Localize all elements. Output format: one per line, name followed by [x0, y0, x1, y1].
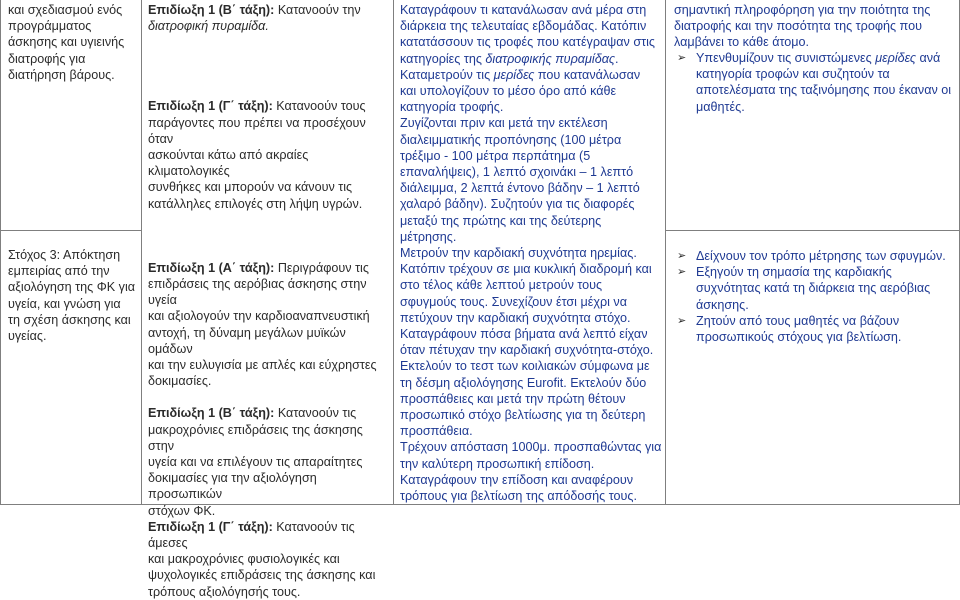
goal3-line: υγείας.: [8, 329, 47, 344]
activity-line: κατηγορία τροφής.: [400, 100, 504, 115]
activity-line: κατατάσσουν τις τροφές που κατέγραψαν στις: [400, 35, 655, 50]
objective-line: τρόπους αξιολόγησής τους.: [148, 584, 301, 599]
col1-top-cell: [8, 2, 140, 83]
bullet-item: [674, 313, 958, 345]
objective-head: Επιδίωξη 1 (Β΄ τάξη):: [148, 3, 275, 17]
goal3-line: Στόχος 3: Απόκτηση: [8, 248, 121, 262]
goal3-line: εμπειρίας από την: [8, 264, 110, 279]
objective-text: Κατανοούν τους: [276, 99, 366, 114]
activity-line: επαναλήψεις), 1 λεπτό σχοινάκι – 1 λεπτό: [400, 165, 634, 180]
objective-g1b: [148, 519, 392, 551]
activity-line: χαλαρό βάδην). Συζητούν για τις διαφορές: [400, 197, 635, 212]
column-divider-3: [665, 0, 666, 505]
bullet-text: ανά: [915, 51, 941, 65]
bullet-italic: μερίδες: [875, 51, 916, 65]
activity-text: .: [615, 51, 619, 66]
objective-line: κατάλληλες επιλογές στη λήψη υγρών.: [148, 196, 363, 211]
col4-top-cell: [674, 2, 958, 51]
objective-g1: [148, 98, 392, 114]
activity-line: μεταξύ της πρώτης και της δεύτερης: [400, 213, 602, 228]
arrow-bullet-icon: ➢: [677, 52, 687, 64]
activity-text: Καταμετρούν τις: [400, 67, 494, 82]
bullet-line: συχνότητας κατά τη διάρκεια της αερόβιας: [696, 281, 931, 296]
activity-line: διαλειμματικής προπόνησης (100 μέτρα: [400, 132, 622, 147]
bullet-line: κατηγορία τροφών και συζητούν τα: [696, 67, 890, 82]
activity-line: [400, 51, 663, 67]
activity-line: προσπάθειες και μετά την πρώτη θέτουν: [400, 391, 626, 406]
activity-line: Τρέχουν απόσταση 1000μ. προσπαθώντας για: [400, 440, 662, 455]
activity-line: Εκτελούν το τεστ των κοιλιακών σύμφωνα με: [400, 359, 650, 374]
table-border-left: [0, 0, 1, 505]
col1-goal3-cell: [8, 247, 140, 344]
goal3-line: αξιολόγηση της ΦΚ για: [8, 280, 136, 295]
objective-head: Επιδίωξη 1 (Γ΄ τάξη):: [148, 519, 273, 534]
objective-line: δοκιμασίες για την αξιολόγηση προσωπικών: [148, 471, 317, 502]
activity-line: Κατόπιν τρέχουν σε μια κυκλική διαδρομή και: [400, 262, 652, 277]
activity-line: Καταγράφουν πόσα βήματα ανά λεπτό είχαν: [400, 327, 648, 342]
activity-line: [400, 67, 663, 83]
objective-line: αντοχή, τη δύναμη μεγάλων μυϊκών ομάδων: [148, 325, 346, 356]
teacher-line: διατροφής και την ποσότητα της τροφής που: [674, 19, 922, 34]
activity-line: Καταγράφουν τι κατανάλωσαν ανά μέρα στη: [400, 3, 647, 17]
activity-text: που κατανάλωσαν: [534, 67, 641, 82]
objective-head: Επιδίωξη 1 (Α΄ τάξη):: [148, 260, 275, 275]
objective-text: Κατανοούν την: [277, 3, 361, 17]
objective-line: υγεία και να επιλέγουν τις απαραίτητες: [148, 455, 363, 470]
column-divider-1: [141, 0, 142, 505]
objective-line: και την ευλυγισία με απλές και εύχρηστες: [148, 358, 377, 373]
activity-italic: μερίδες: [493, 67, 535, 82]
objective-head: Επιδίωξη 1 (Γ΄ τάξη):: [148, 99, 273, 114]
row-divider-col1: [0, 230, 142, 231]
bullet-text: Υπενθυμίζουν τις συνιστώμενες: [696, 51, 876, 65]
activity-line: σφυγμούς τους. Συνεχίζουν έτσι μέχρι να: [400, 294, 627, 309]
objective-line: διατροφική πυραμίδα.: [148, 19, 269, 34]
activity-line: όταν πέτυχαν την καρδιακή συχνότητα-στόχο.: [400, 343, 654, 358]
bullet-line: αποτελέσματα της ταξινόμησης που έκαναν οι: [696, 83, 952, 98]
activity-line: τη δέσμη αξιολόγησης Eurofit. Εκτελούν δύο: [400, 375, 647, 390]
col4-bottom-cell: [674, 248, 958, 345]
goal3-line: τη σχέση άσκησης και: [8, 312, 131, 327]
teacher-line: λαμβάνει το κάθε άτομο.: [674, 35, 810, 50]
objective-a1: [148, 260, 392, 276]
bullet-line: προσωπικούς στόχους για βελτίωση.: [696, 330, 902, 345]
objective-text: Κατανοούν τις: [277, 406, 357, 421]
col1-line: άσκησης και υγιεινής: [8, 35, 125, 50]
objective-line: ψυχολογικές επιδράσεις της άσκησης και: [148, 568, 376, 583]
activity-line: Καταγράφουν την επίδοση και αναφέρουν: [400, 472, 634, 487]
objective-line: δοκιμασίες.: [148, 374, 212, 389]
col2-cell: [148, 2, 392, 600]
objective-b1: [148, 2, 392, 18]
objective-line: μακροχρόνιες επιδράσεις της άσκησης στην: [148, 422, 363, 453]
objective-line: παράγοντες που πρέπει να προσέχουν όταν: [148, 115, 366, 146]
col4-bullet1: [674, 50, 958, 115]
bullet-item: [674, 264, 958, 313]
activity-line: προσωπικό στόχο βελτίωσης για τη δεύτερη: [400, 408, 646, 423]
bullet-line: μαθητές.: [696, 99, 745, 114]
activity-line: Μετρούν την καρδιακή συχνότητα ηρεμίας.: [400, 246, 637, 261]
objective-head: Επιδίωξη 1 (Β΄ τάξη):: [148, 406, 275, 421]
bullet-item: [674, 248, 958, 264]
activity-line: τρόπους για βελτίωση της απόδοσής τους.: [400, 489, 637, 504]
objective-line: στόχων ΦΚ.: [148, 503, 216, 518]
activity-text: κατηγορίες της: [400, 51, 486, 66]
activity-line: και υπολογίζουν το μέσο όρο από κάθε: [400, 84, 617, 99]
teacher-line: σημαντική πληροφόρηση για την ποιότητα της: [674, 3, 931, 17]
activity-line: πετύχουν την καρδιακή συχνότητα στόχο.: [400, 310, 631, 325]
objective-b1b: [148, 405, 392, 421]
objective-line: συνθήκες και μπορούν να κάνουν τις: [148, 180, 353, 195]
objective-line: ασκούνται κάτω από ακραίες κλιματολογικές: [148, 148, 309, 179]
arrow-bullet-icon: ➢: [677, 250, 687, 262]
col1-line: διατροφής για: [8, 51, 86, 66]
activity-line: την καλύτερη προσωπική επίδοση.: [400, 456, 595, 471]
objective-text: Κατανοούν τις άμεσες: [148, 519, 355, 551]
bullet-line: [696, 50, 958, 66]
row-divider-col4: [665, 230, 960, 231]
col1-line: προγράμματος: [8, 19, 92, 34]
activity-line: διάλειμμα, 2 λεπτά έντονο βάδην – 1 λεπτό: [400, 181, 640, 196]
activity-line: διάρκεια της τελευταίας εβδομάδας. Κατόπιν: [400, 19, 647, 34]
objective-line: και μακροχρόνιες φυσιολογικές και: [148, 552, 340, 567]
col1-line: διατήρηση βάρους.: [8, 67, 115, 82]
objective-line: και αξιολογούν την καρδιοαναπνευστική: [148, 309, 370, 324]
activity-line: μέτρησης.: [400, 229, 457, 244]
objective-line: επιδράσεις της αερόβιας άσκησης στην υγεία: [148, 277, 367, 308]
bullet-line: Εξηγούν τη σημασία της καρδιακής: [696, 265, 892, 280]
bullet-item: [674, 50, 958, 115]
bullet-line: άσκησης.: [696, 297, 749, 312]
activity-line: στο τέλος κάθε λεπτού μετρούν τους: [400, 278, 603, 293]
activity-line: προσπάθεια.: [400, 424, 473, 439]
bullet-line: Ζητούν από τους μαθητές να βάζουν: [696, 313, 900, 328]
arrow-bullet-icon: ➢: [677, 314, 687, 327]
activity-line: τρέξιμο - 100 μέτρα περπάτημα (5: [400, 148, 591, 163]
objective-text: Περιγράφουν τις: [277, 260, 369, 275]
goal3-line: υγεία, και γνώση για: [8, 296, 121, 311]
bullet-line: Δείχνουν τον τρόπο μέτρησης των σφυγμών.: [696, 249, 946, 263]
col1-line: και σχεδιασμού ενός: [8, 3, 123, 17]
activity-line: Ζυγίζονται πριν και μετά την εκτέλεση: [400, 116, 608, 131]
activity-italic: διατροφικής πυραμίδας: [485, 51, 615, 66]
arrow-bullet-icon: ➢: [677, 266, 687, 279]
column-divider-2: [393, 0, 394, 505]
col3-cell: [400, 2, 663, 504]
